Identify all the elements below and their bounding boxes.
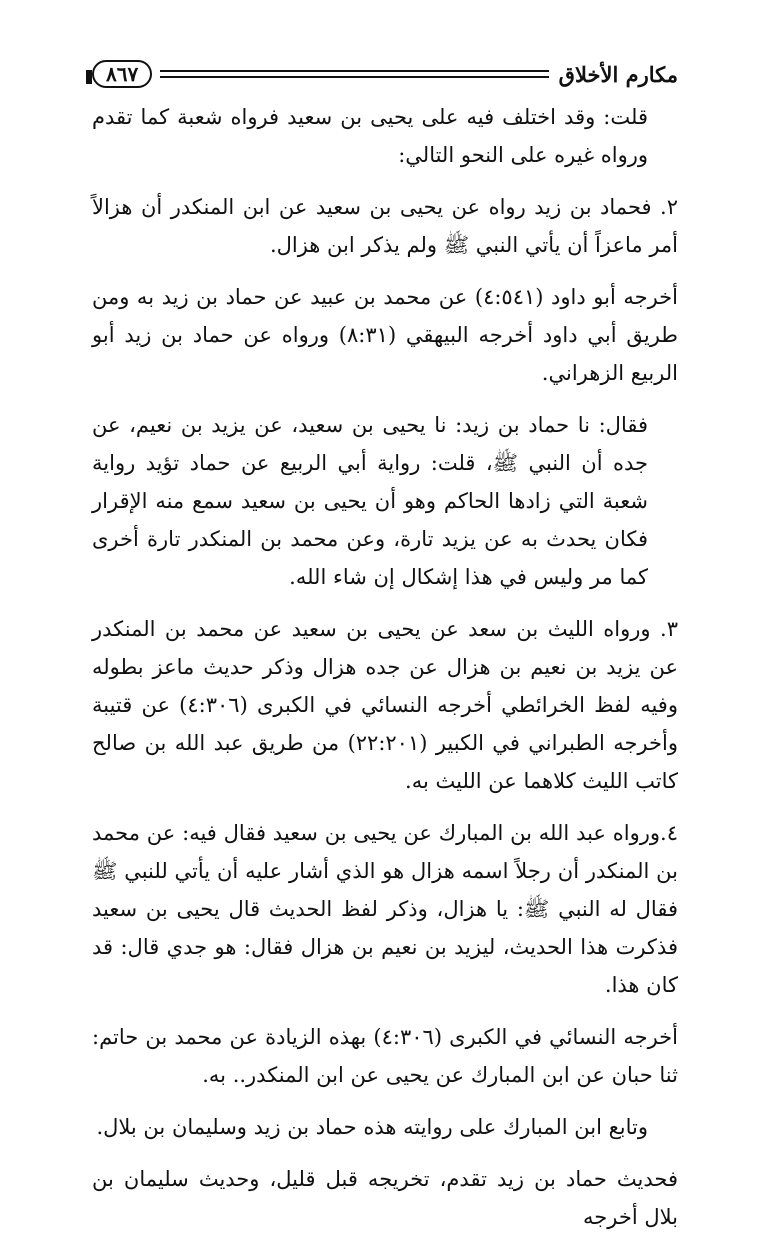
paragraph-item-4: ٤.ورواه عبد الله بن المبارك عن يحيى بن سعيد فقال فيه: عن محمد بن المنكدر أن رجلاً اسمه هزال هو الذي أشار عليه أن يأتي للنبي ﷺ فقال له النبي ﷺ: يا هزال، وذكر لفظ الحديث قال يحيى بن سعيد فذكرت هذا الحديث، ليزيد بن نعيم بن هزال فقال: هو جدي قال: قد كان هذا. [92,821,678,997]
paragraph-item-2: ٢. فحماد بن زيد رواه عن يحيى بن سعيد عن ابن المنكدر أن هزالاً أمر ماعزاً أن يأتي النبي ﷺ ولم يذكر ابن هزال. [92,195,678,257]
paragraph-final: فحديث حماد بن زيد تقدم، تخريجه قبل قليل، وحديث سليمان بن بلال أخرجه [92,1167,678,1229]
paragraph-hammad-quote: فقال: نا حماد بن زيد: نا يحيى بن سعيد، عن يزيد بن نعيم، عن جده أن النبي ﷺ، قلت: رواية أبي الربيع عن حماد تؤيد رواية شعبة التي زادها الحاكم وهو أن يحيى بن سعيد سمع منه الإقرار فكان يحدث به عن يزيد تارة، وعن محمد بن المنكدر تارة أخرى كما مر وليس في هذا إشكال إن شاء الله. [92,413,648,589]
paragraph-intro: قلت: وقد اختلف فيه على يحيى بن سعيد فرواه شعبة كما تقدم ورواه غيره على النحو التالي: [92,105,648,167]
paragraph-abu-dawud: أخرجه أبو داود (٤:٥٤١) عن محمد بن عبيد عن حماد بن زيد به ومن طريق أبي داود أخرجه البيهقي (٨:٣١) ورواه عن حماد بن زيد أبو الربيع الزهراني. [92,285,679,385]
running-title: مكارم الأخلاق [558,61,678,87]
page-header [92,58,678,90]
paragraph-nasai: أخرجه النسائي في الكبرى (٤:٣٠٦) بهذه الزيادة عن محمد بن حاتم: ثنا حبان عن ابن المبارك عن يحيى عن ابن المنكدر.. به. [92,1025,678,1087]
page-number: ٨٦٧ [92,60,152,88]
paragraph-item-3: ٣. ورواه الليث بن سعد عن يحيى بن سعيد عن محمد بن المنكدر عن يزيد بن نعيم بن هزال عن جده هزال وذكر حديث ماعز بطوله وفيه لفظ الخرائطي أخرجه النسائي في الكبرى (٤:٣٠٦) عن قتيبة وأخرجه الطبراني في الكبير (٢٢:٢٠١) من طريق عبد الله بن صالح كاتب الليث كلاهما عن الليث به. [92,617,678,793]
page-number-frame [92,61,160,87]
paragraph-followup: وتابع ابن المبارك على روايته هذه حماد بن زيد وسليمان بن بلال. [96,1115,648,1139]
header-rule [160,70,548,78]
page-body [92,98,678,1236]
